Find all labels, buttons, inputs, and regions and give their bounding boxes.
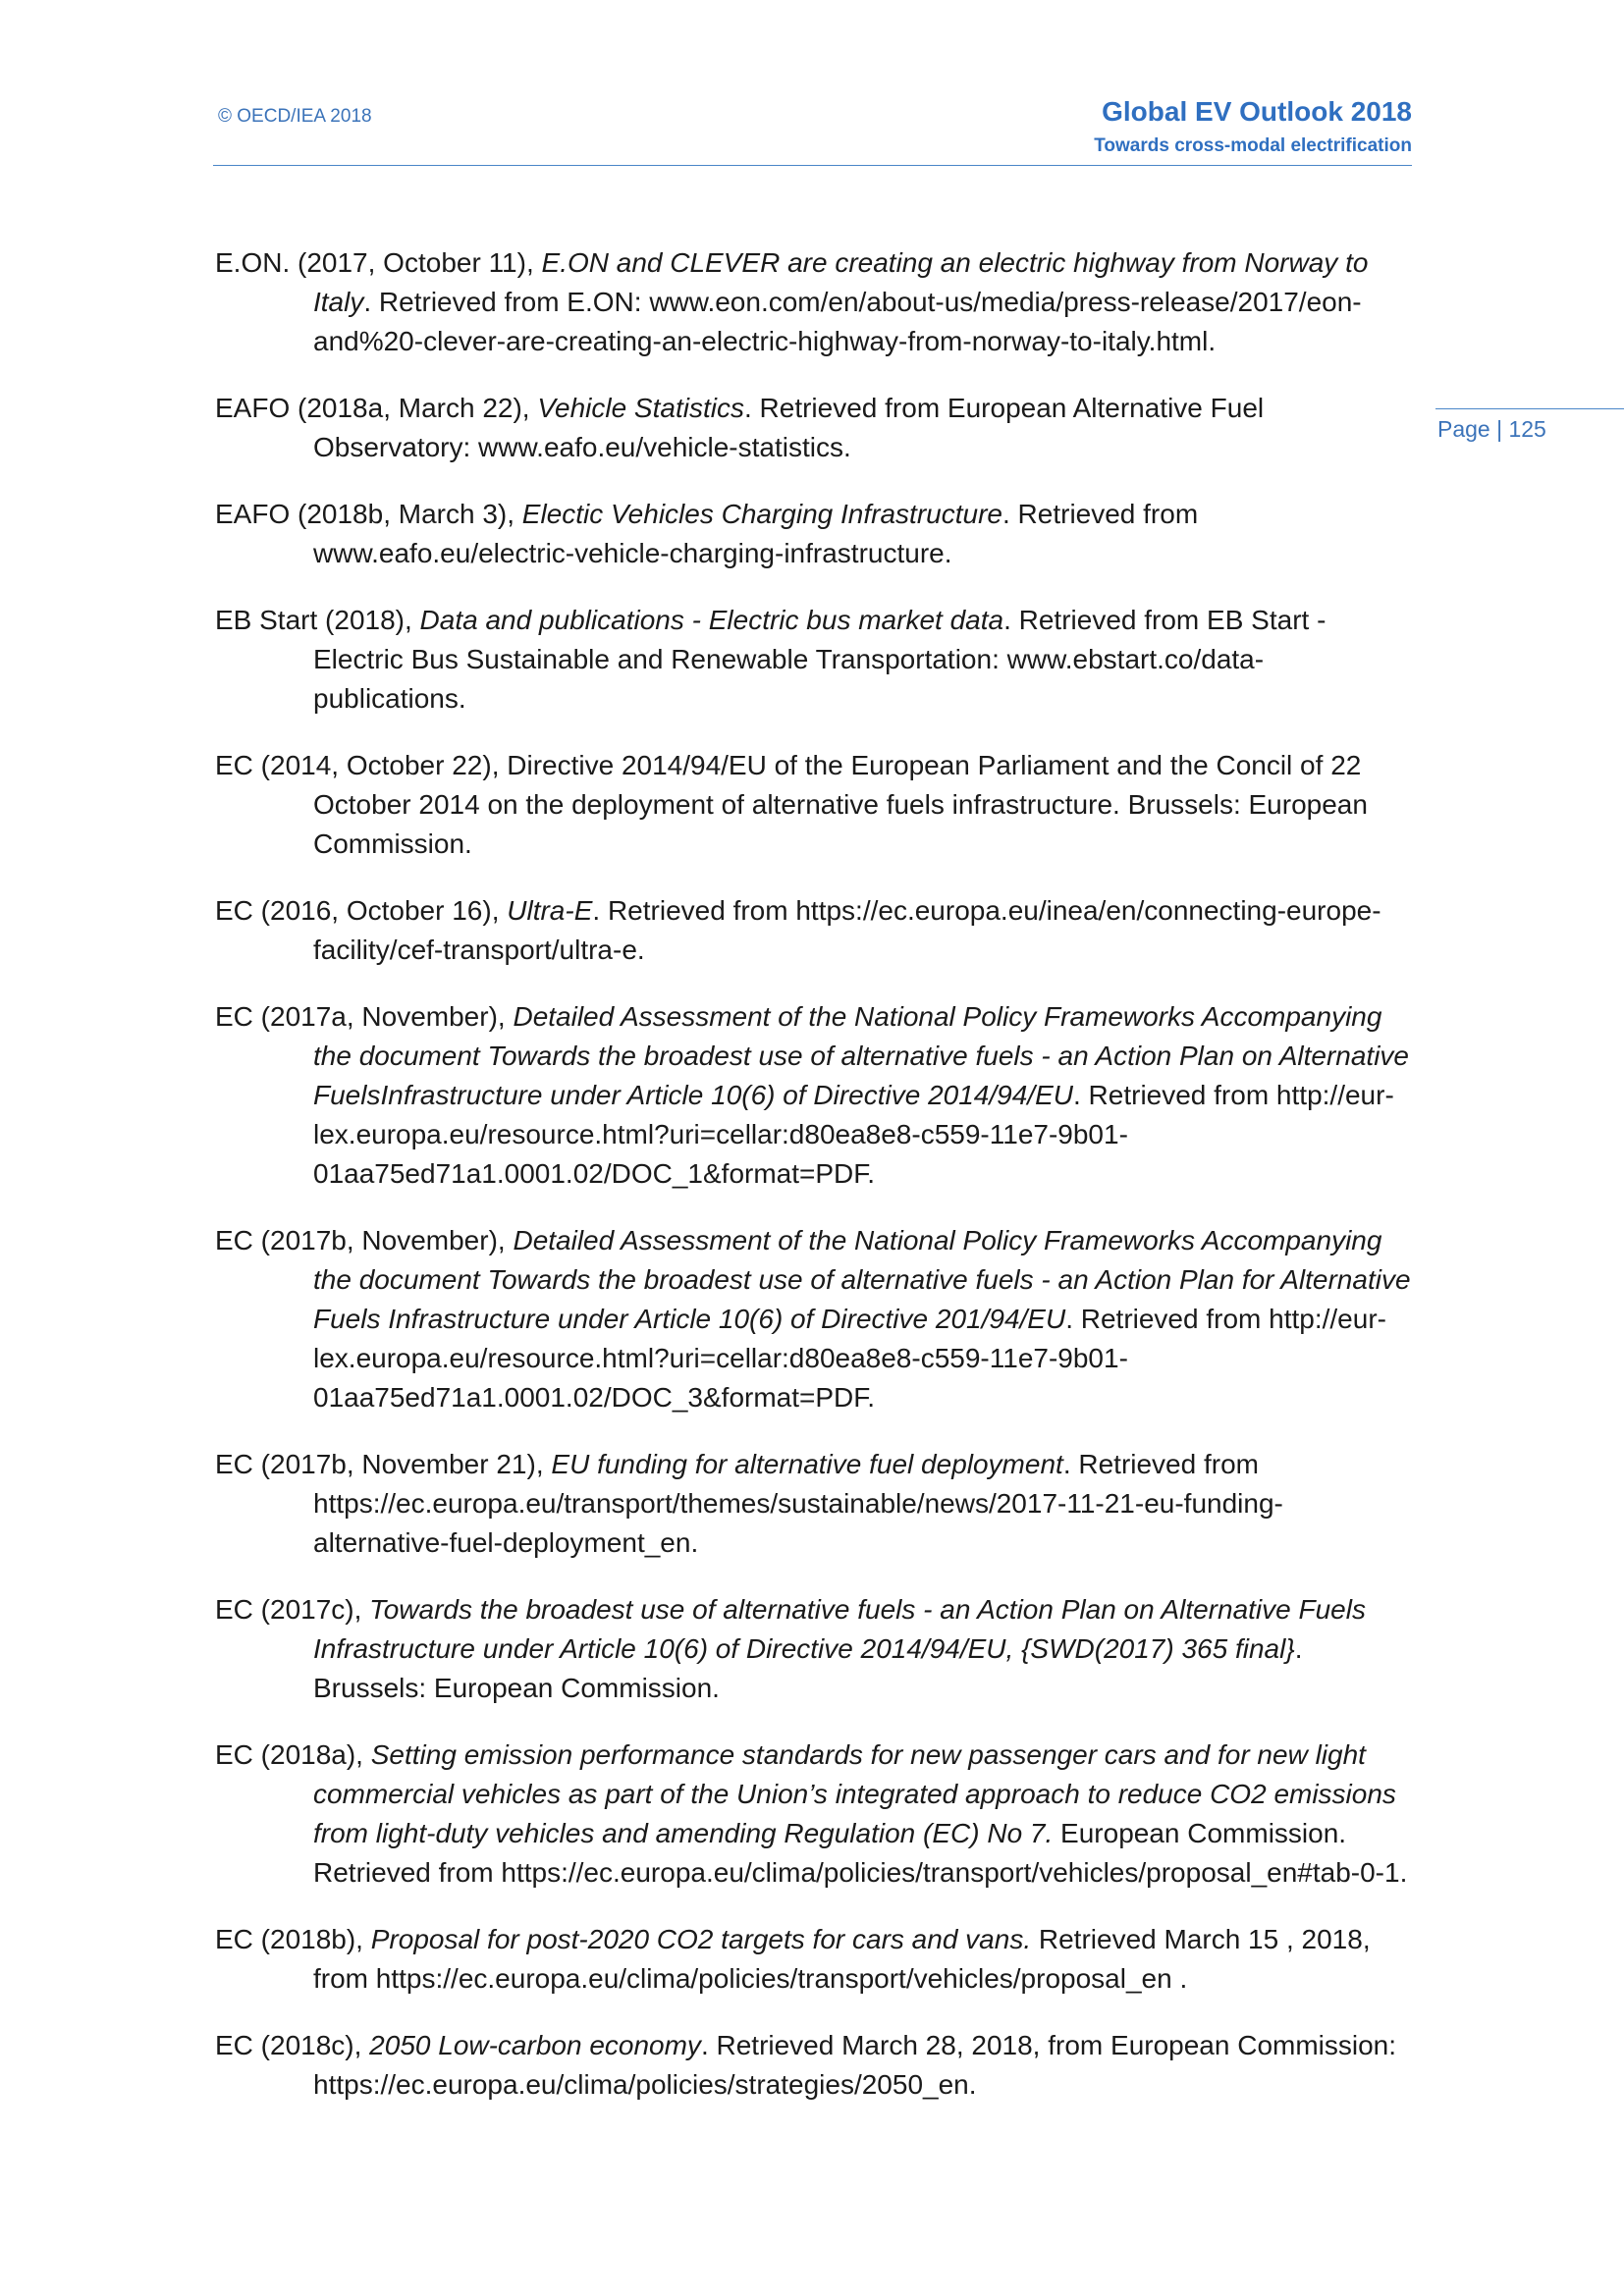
reference-lead: EC (2017c),: [215, 1594, 370, 1625]
reference-lead: EC (2017b, November 21),: [215, 1449, 552, 1479]
reference-rest: Retrieved March 15 , 2018, from https://ec.europa.eu/clima/policies/transport/vehicles/proposal_en .: [313, 1924, 1371, 1994]
reference-lead: EB Start (2018),: [215, 605, 420, 635]
reference-title: Setting emission performance standards for new passenger cars and for new light commercial vehicles as part of the Union’s integrated approach to reduce CO2 emissions from light-duty vehicles and amending Regulation (EC) No 7.: [313, 1739, 1396, 1848]
reference-title: Ultra-E: [507, 895, 593, 926]
reference-rest: . Retrieved from http://eur-lex.europa.eu/resource.html?uri=cellar:d80ea8e8-c559-11e7-9b01-01aa75ed71a1.0001.02/DOC_1&format=PDF.: [313, 1080, 1394, 1189]
reference-entry: [215, 243, 1413, 361]
reference-title: E.ON and CLEVER are creating an electric highway from Norway to Italy: [313, 247, 1369, 317]
reference-rest: . Brussels: European Commission.: [313, 1633, 1303, 1703]
reference-entry: [215, 1221, 1413, 1417]
reference-entry: [215, 2026, 1413, 2105]
reference-lead: EAFO (2018b, March 3),: [215, 499, 522, 529]
report-title: Global EV Outlook 2018: [1102, 96, 1412, 127]
reference-lead: EC (2014, October 22), Directive 2014/94/EU of the European Parliament and the Concil of 22 October 2014 on the deployment of alternative fuels infrastructure. Brussels: European Commission.: [215, 750, 1368, 859]
reference-title: Data and publications - Electric bus market data: [419, 605, 1004, 635]
reference-title: 2050 Low-carbon economy: [369, 2030, 701, 2060]
reference-entry: [215, 746, 1413, 864]
reference-title: Detailed Assessment of the National Policy Frameworks Accompanying the document Towards the broadest use of alternative fuels - an Action Plan for Alternative Fuels Infrastructure under Article 10(6) of Directive 201/94/EU: [313, 1225, 1411, 1334]
reference-lead: E.ON. (2017, October 11),: [215, 247, 542, 278]
reference-rest: . Retrieved from European Alternative Fuel Observatory: www.eafo.eu/vehicle-statistics.: [313, 393, 1265, 462]
reference-lead: EAFO (2018a, March 22),: [215, 393, 538, 423]
reference-title: EU funding for alternative fuel deployment: [551, 1449, 1063, 1479]
reference-lead: EC (2018c),: [215, 2030, 370, 2060]
copyright-notice: © OECD/IEA 2018: [218, 106, 372, 127]
reference-entry: [215, 1590, 1413, 1708]
page-header: [213, 96, 1412, 166]
report-subtitle: Towards cross-modal electrification: [1094, 135, 1412, 156]
reference-entry: [215, 495, 1413, 573]
reference-entry: [215, 1735, 1413, 1893]
reference-title: Electic Vehicles Charging Infrastructure: [521, 499, 1002, 529]
page-number: Page | 125: [1437, 416, 1546, 442]
reference-list: [215, 216, 1413, 2126]
reference-rest: . Retrieved from http://eur-lex.europa.eu/resource.html?uri=cellar:d80ea8e8-c559-11e7-9b01-01aa75ed71a1.0001.02/DOC_3&format=PDF.: [313, 1304, 1386, 1413]
reference-lead: EC (2018b),: [215, 1924, 371, 1954]
reference-lead: EC (2017b, November),: [215, 1225, 514, 1255]
reference-entry: [215, 389, 1413, 467]
reference-title: Detailed Assessment of the National Policy Frameworks Accompanying the document Towards the broadest use of alternative fuels - an Action Plan on Alternative FuelsInfrastructure under Article 10(6) of Directive 2014/94/EU: [313, 1001, 1409, 1110]
reference-rest: . Retrieved from https://ec.europa.eu/inea/en/connecting-europe-facility/cef-transport/ultra-e.: [313, 895, 1381, 965]
reference-entry: [215, 601, 1413, 719]
reference-lead: EC (2018a),: [215, 1739, 371, 1770]
reference-rest: . Retrieved from EB Start - Electric Bus Sustainable and Renewable Transportation: www.ebstart.co/data-publications.: [313, 605, 1326, 714]
reference-entry: [215, 997, 1413, 1194]
reference-entry: [215, 1920, 1413, 1999]
reference-rest: European Commission. Retrieved from https://ec.europa.eu/clima/policies/transport/vehicles/proposal_en#tab-0-1.: [313, 1818, 1408, 1888]
reference-title: Towards the broadest use of alternative fuels - an Action Plan on Alternative Fuels Infrastructure under Article 10(6) of Directive 2014/94/EU, {SWD(2017) 365 final}: [313, 1594, 1366, 1664]
reference-rest: . Retrieved March 28, 2018, from European Commission: https://ec.europa.eu/clima/policies/strategies/2050_en.: [313, 2030, 1397, 2100]
reference-lead: EC (2016, October 16),: [215, 895, 508, 926]
reference-entry: [215, 1445, 1413, 1563]
reference-entry: [215, 891, 1413, 970]
reference-title: Proposal for post-2020 CO2 targets for cars and vans.: [370, 1924, 1032, 1954]
reference-rest: . Retrieved from E.ON: www.eon.com/en/about-us/media/press-release/2017/eon-and%20-clever-are-creating-an-electric-highway-from-norway-to-italy.html.: [313, 287, 1362, 356]
reference-lead: EC (2017a, November),: [215, 1001, 514, 1032]
reference-title: Vehicle Statistics: [537, 393, 744, 423]
reference-rest: . Retrieved from https://ec.europa.eu/transport/themes/sustainable/news/2017-11-21-eu-funding-alternative-fuel-deployment_en.: [313, 1449, 1283, 1558]
reference-rest: . Retrieved from www.eafo.eu/electric-vehicle-charging-infrastructure.: [313, 499, 1199, 568]
page-number-rule: [1435, 408, 1624, 409]
